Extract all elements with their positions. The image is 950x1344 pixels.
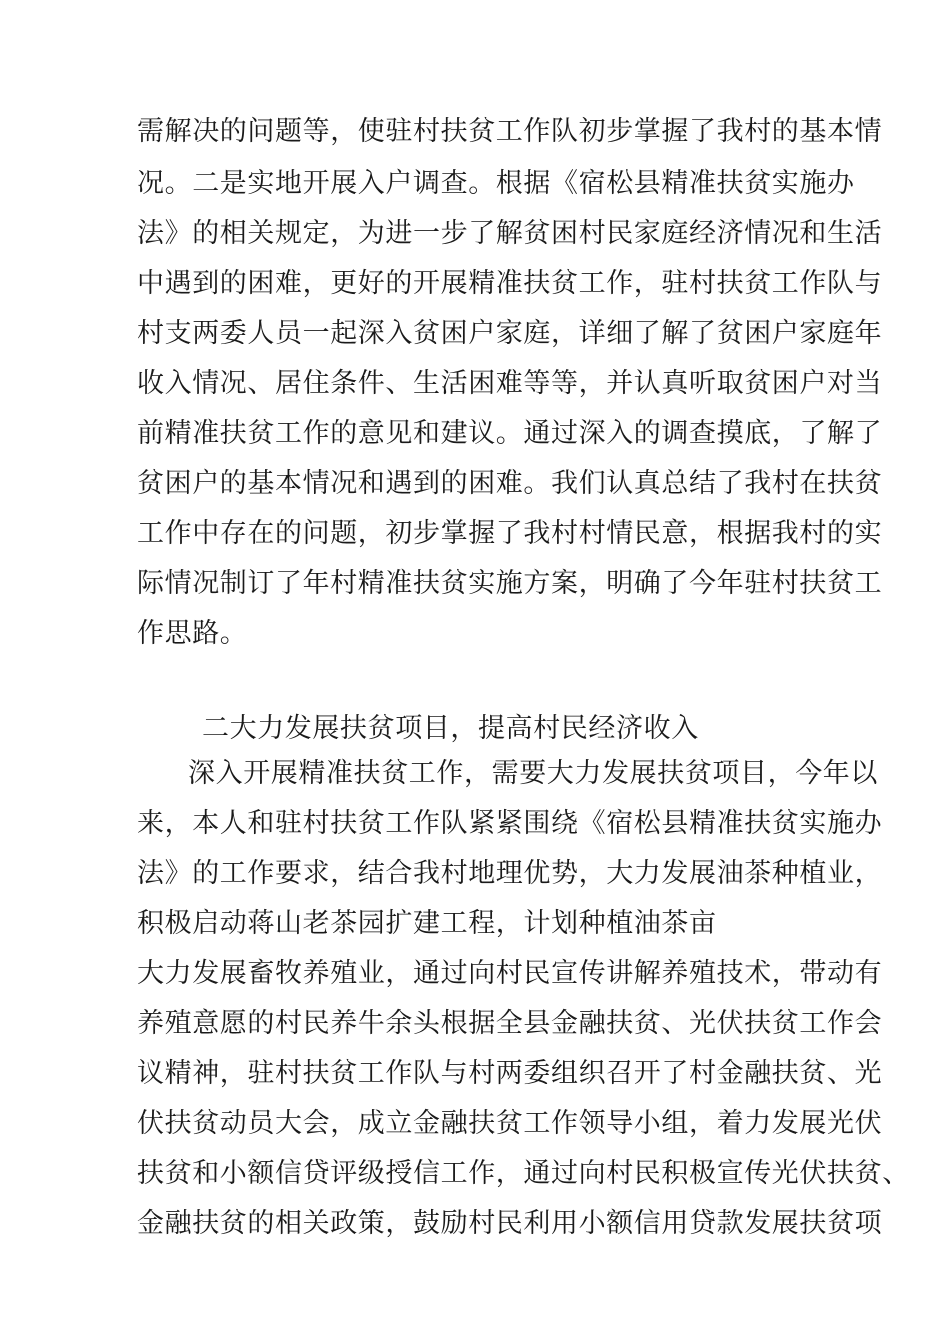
body-text-line: 扶贫和小额信贷评级授信工作，通过向村民积极宣传光伏扶贫、 (137, 1158, 910, 1189)
body-text-line: 法》的相关规定，为进一步了解贫困村民家庭经济情况和生活 (137, 218, 883, 249)
body-text-line: 际情况制订了年村精准扶贫实施方案，明确了今年驻村扶贫工 (137, 568, 883, 599)
body-text-line: 来，本人和驻村扶贫工作队紧紧围绕《宿松县精准扶贫实施办 (137, 808, 883, 839)
body-text-line: 法》的工作要求，结合我村地理优势，大力发展油茶种植业， (137, 858, 883, 889)
body-text-line: 作思路。 (137, 618, 248, 649)
body-text-line: 伏扶贫动员大会，成立金融扶贫工作领导小组，着力发展光伏 (137, 1108, 883, 1139)
body-text-line: 养殖意愿的村民养牛余头根据全县金融扶贫、光伏扶贫工作会 (137, 1008, 883, 1039)
body-text-line: 况。二是实地开展入户调查。根据《宿松县精准扶贫实施办 (137, 168, 855, 199)
body-text-line: 收入情况、居住条件、生活困难等等，并认真听取贫困户对当 (137, 368, 883, 399)
body-text-line: 前精准扶贫工作的意见和建议。通过深入的调查摸底，了解了 (137, 418, 883, 449)
body-text-line: 中遇到的困难，更好的开展精准扶贫工作，驻村扶贫工作队与 (137, 268, 883, 299)
body-text-line: 金融扶贫的相关政策，鼓励村民利用小额信用贷款发展扶贫项 (137, 1208, 883, 1239)
body-text-line: 积极启动蒋山老茶园扩建工程，计划种植油茶亩 (137, 908, 717, 939)
body-text-line: 需解决的问题等，使驻村扶贫工作队初步掌握了我村的基本情 (137, 116, 883, 147)
section-heading: 二大力发展扶贫项目，提高村民经济收入 (202, 713, 699, 744)
body-text-line: 贫困户的基本情况和遇到的困难。我们认真总结了我村在扶贫 (137, 468, 883, 499)
body-text-line: 村支两委人员一起深入贫困户家庭，详细了解了贫困户家庭年 (137, 318, 883, 349)
body-text-line: 深入开展精准扶贫工作，需要大力发展扶贫项目，今年以 (188, 758, 878, 789)
body-text-line: 工作中存在的问题，初步掌握了我村村情民意，根据我村的实 (137, 518, 883, 549)
body-text-line: 大力发展畜牧养殖业，通过向村民宣传讲解养殖技术，带动有 (137, 958, 883, 989)
body-text-line: 议精神，驻村扶贫工作队与村两委组织召开了村金融扶贫、光 (137, 1058, 883, 1089)
